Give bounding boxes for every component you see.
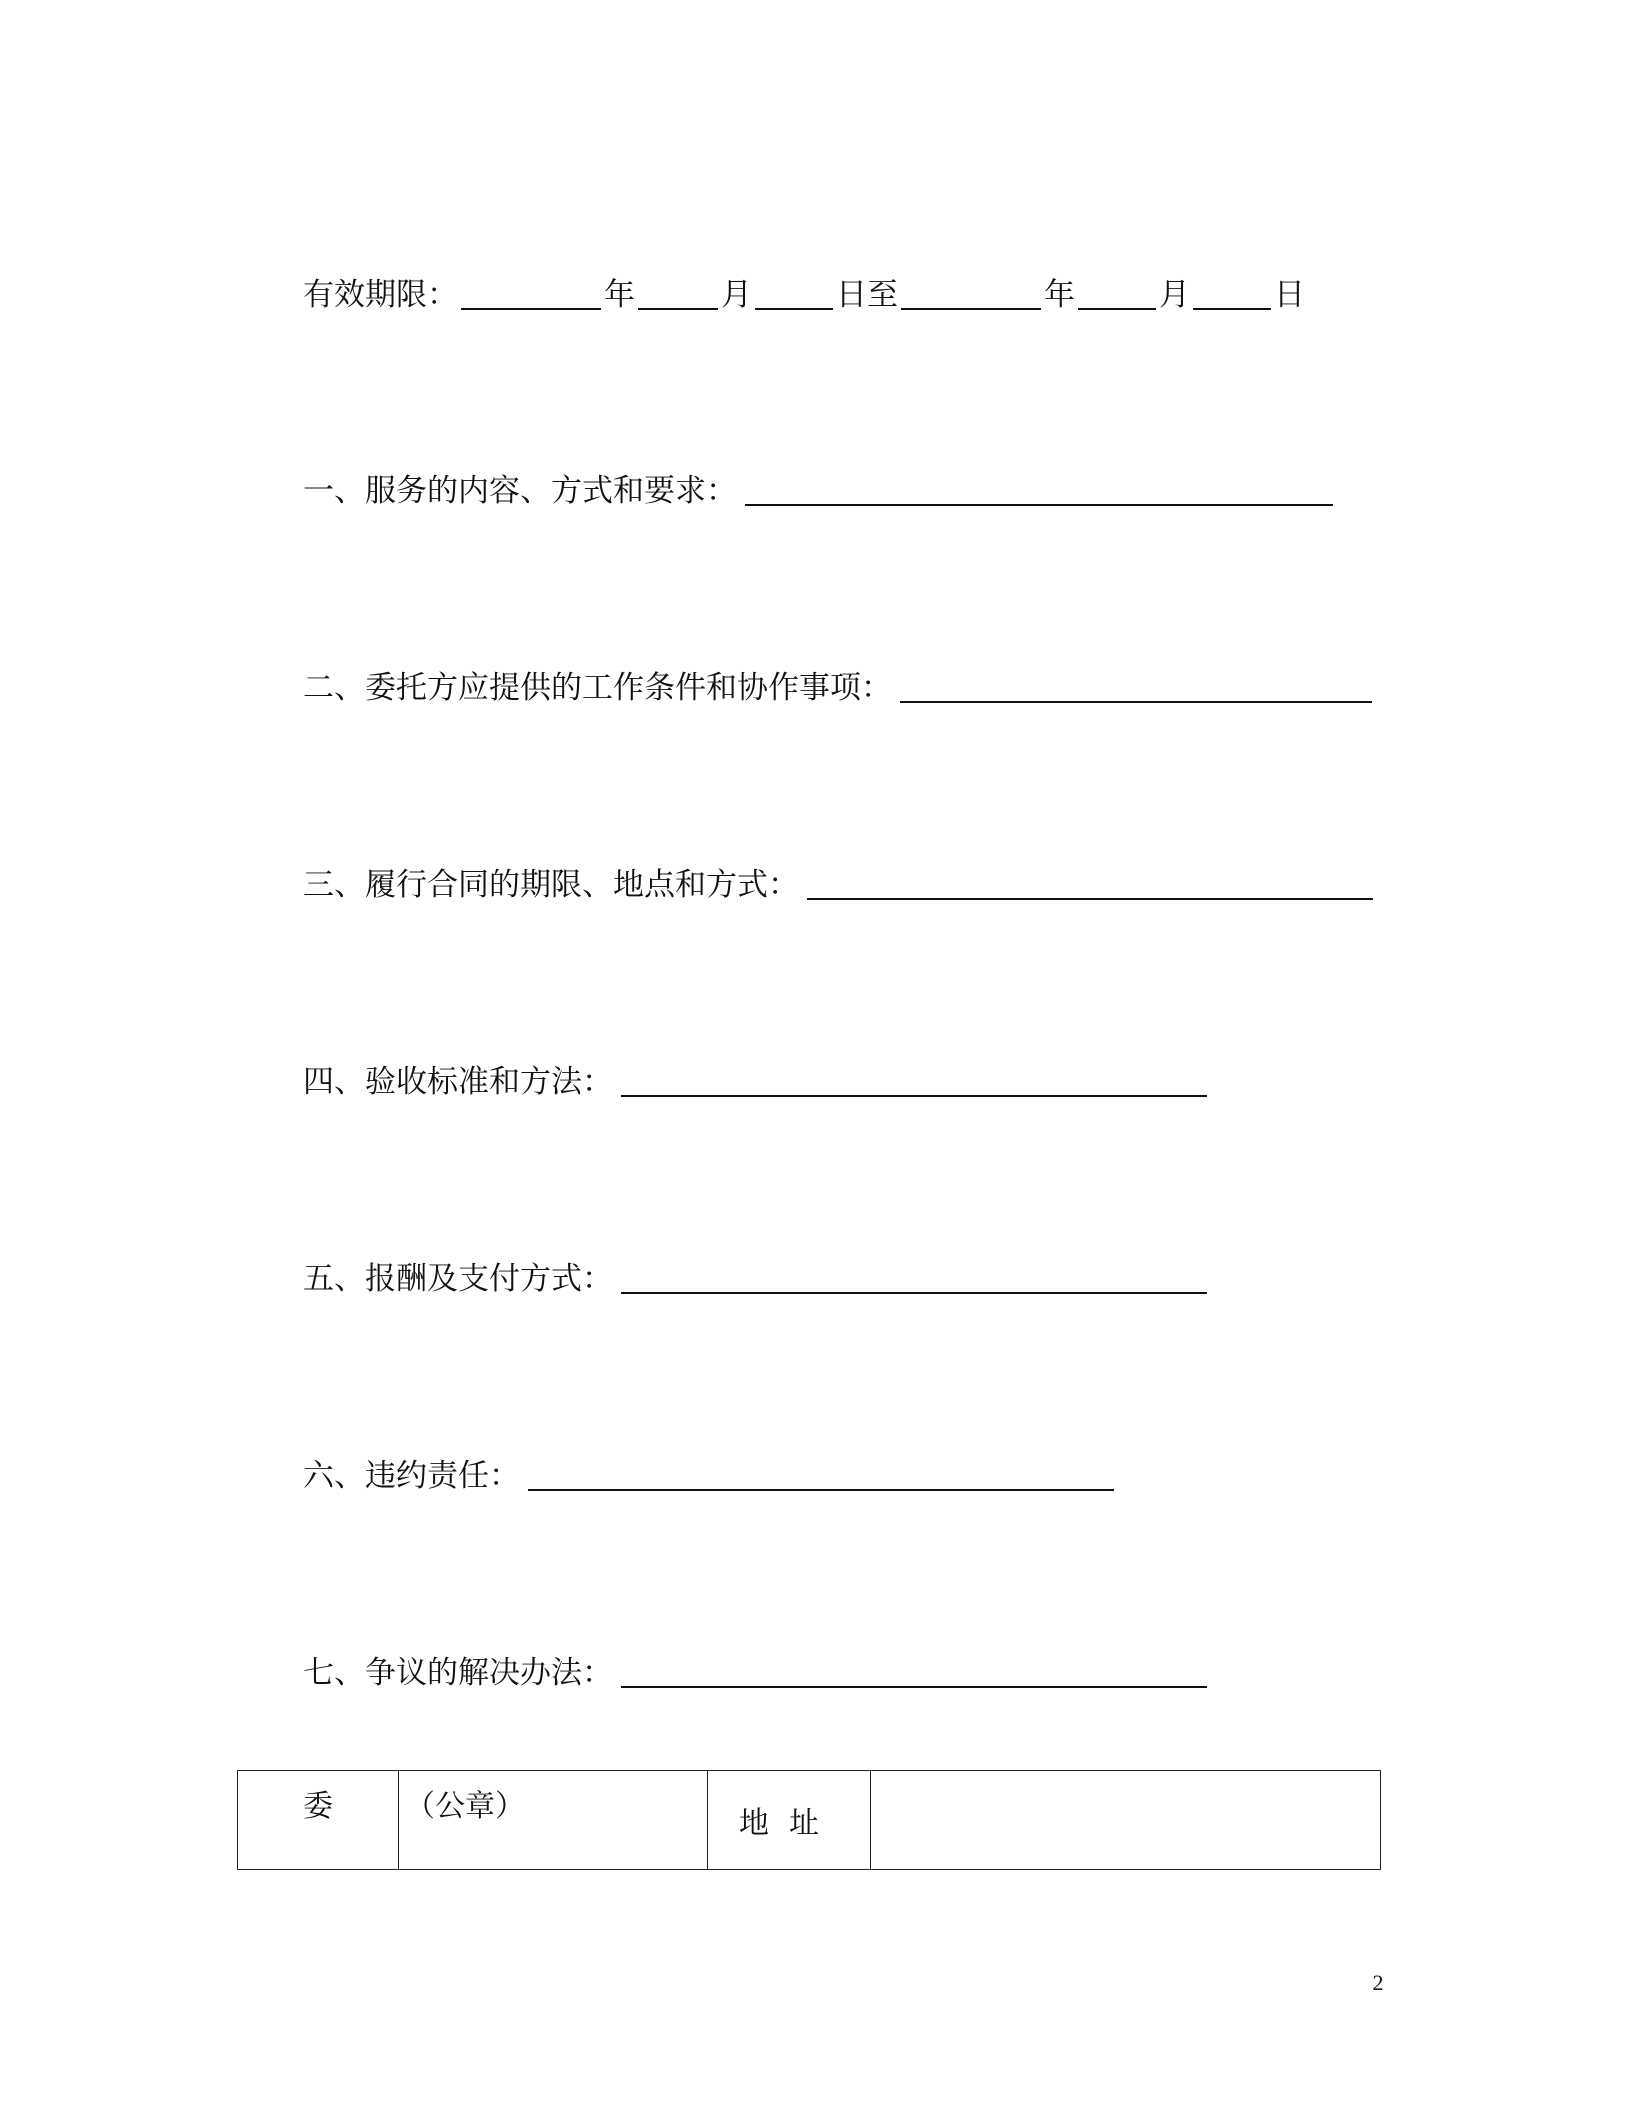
validity-start-month-blank[interactable] xyxy=(638,302,718,310)
signature-row xyxy=(238,1771,1381,1870)
party-label-cell xyxy=(238,1771,399,1870)
clause-label: 六、违约责任： xyxy=(303,1458,520,1494)
address-value-cell[interactable] xyxy=(871,1771,1381,1870)
validity-start-day-blank[interactable] xyxy=(755,302,833,310)
party-label: 委 xyxy=(303,1789,333,1824)
validity-year-2: 年 xyxy=(1044,277,1075,313)
clause-label: 二、委托方应提供的工作条件和协作事项： xyxy=(303,670,892,706)
validity-label: 有效期限： xyxy=(303,277,458,313)
validity-day-2: 日 xyxy=(1274,277,1305,313)
clause-row xyxy=(303,1648,1210,1692)
clause-row xyxy=(303,1057,1210,1101)
clause-fill-line[interactable] xyxy=(621,1680,1207,1688)
validity-month-1: 月 xyxy=(721,277,752,313)
address-label-cell xyxy=(708,1771,871,1870)
address-label: 地址 xyxy=(739,1806,839,1841)
clause-label: 一、服务的内容、方式和要求： xyxy=(303,473,737,509)
clause-row xyxy=(303,663,1375,707)
clause-label: 五、报酬及支付方式： xyxy=(303,1261,613,1297)
clause-fill-line[interactable] xyxy=(900,695,1372,703)
clause-row xyxy=(303,466,1336,510)
clause-fill-line[interactable] xyxy=(621,1286,1207,1294)
validity-month-2: 月 xyxy=(1159,277,1190,313)
signature-table xyxy=(237,1770,1381,1870)
validity-end-day-blank[interactable] xyxy=(1193,302,1271,310)
clause-fill-line[interactable] xyxy=(807,892,1373,900)
clause-row xyxy=(303,1451,1117,1495)
validity-day-to: 日至 xyxy=(836,277,898,313)
clause-label: 四、验收标准和方法： xyxy=(303,1064,613,1100)
clause-fill-line[interactable] xyxy=(621,1089,1207,1097)
clause-label: 七、争议的解决办法： xyxy=(303,1655,613,1691)
clause-row xyxy=(303,1254,1210,1298)
validity-start-year-blank[interactable] xyxy=(461,302,601,310)
clause-row xyxy=(303,860,1376,904)
page-number: 2 xyxy=(1372,1970,1384,1995)
validity-end-month-blank[interactable] xyxy=(1078,302,1156,310)
validity-end-year-blank[interactable] xyxy=(901,302,1041,310)
seal-label: （公章） xyxy=(405,1789,525,1824)
validity-year-1: 年 xyxy=(604,277,635,313)
clause-fill-line[interactable] xyxy=(528,1483,1114,1491)
validity-row xyxy=(303,270,1305,314)
seal-cell[interactable] xyxy=(399,1771,708,1870)
clause-fill-line[interactable] xyxy=(745,498,1333,506)
clause-label: 三、履行合同的期限、地点和方式： xyxy=(303,867,799,903)
